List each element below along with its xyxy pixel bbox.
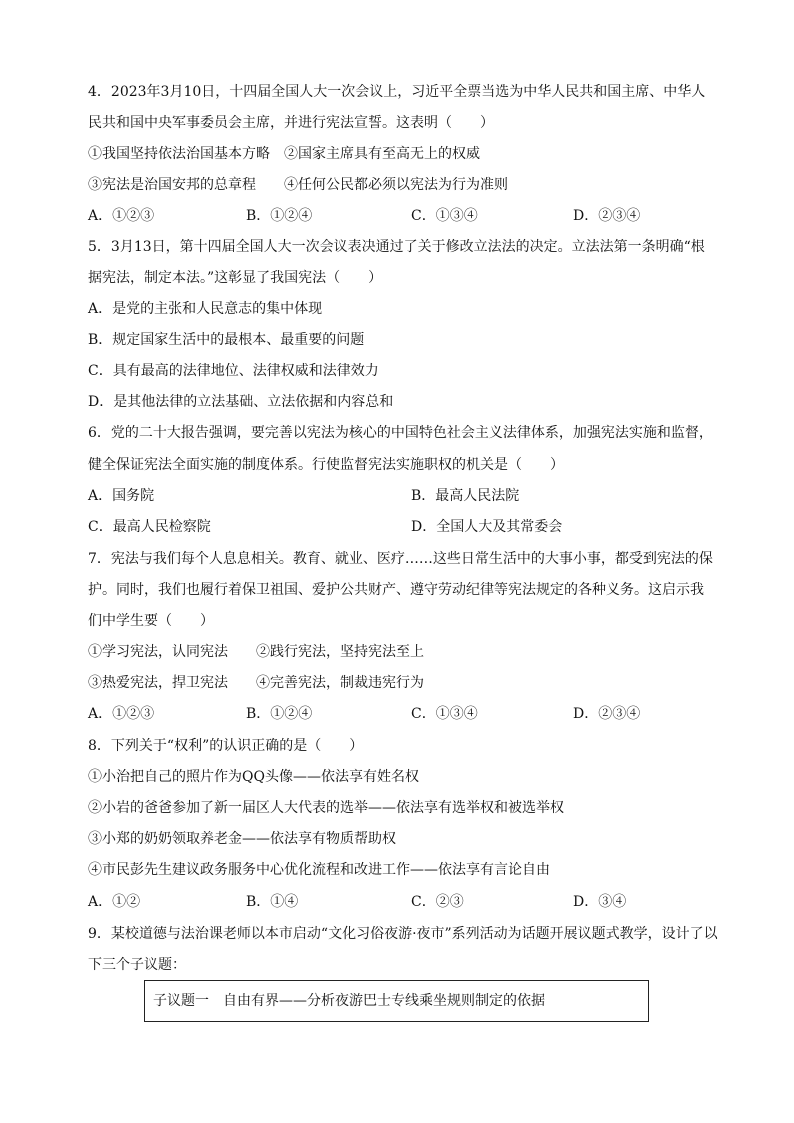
q6-stem-line1: 6．党的二十大报告强调，要完善以宪法为核心的中国特色社会主义法律体系，加强宪法实施和监督，: [88, 425, 713, 441]
q8-statement-4: ④市民彭先生建议政务服务中心优化流程和改进工作——依法享有言论自由: [88, 862, 550, 878]
q6-options-row2: [88, 517, 708, 537]
q8-statement-3: ③小郑的奶奶领取养老金——依法享有物质帮助权: [88, 831, 396, 847]
q5-stem-line2: 据宪法，制定本法。”这彰显了我国宪法（ ）: [88, 270, 383, 286]
q7-options: [88, 704, 708, 724]
q5-option-a[interactable]: A．是党的主张和人民意志的集中体现: [88, 301, 323, 317]
q4-option-c[interactable]: C．①③④: [411, 208, 478, 224]
q7-option-a[interactable]: A．①②③: [88, 706, 155, 722]
q6-option-b[interactable]: B．最高人民法院: [411, 488, 520, 504]
q9-stem-line2: 下三个子议题：: [88, 957, 186, 973]
q5-option-c[interactable]: C．具有最高的法律地位、法律权威和法律效力: [88, 363, 379, 379]
q7-stem-line3: 们中学生要（ ）: [88, 613, 214, 629]
q8-statement-2: ②小岩的爸爸参加了新一届区人大代表的选举——依法享有选举权和被选举权: [88, 800, 564, 816]
q8-option-a[interactable]: A．①②: [88, 894, 141, 910]
q6-option-a[interactable]: A．国务院: [88, 488, 155, 504]
q8-options: [88, 892, 708, 912]
q4-stem-line1: 4．2023年3月10日，十四届全国人大一次会议上，习近平全票当选为中华人民共和国主席、中华人: [88, 84, 706, 100]
q4-option-b[interactable]: B．①②④: [246, 208, 313, 224]
q9-stem-line1: 9．某校道德与法治课老师以本市启动“文化习俗夜游·夜市”系列活动为话题开展议题式教学，设计了以: [88, 926, 718, 942]
q6-option-d[interactable]: D．全国人大及其常委会: [411, 519, 563, 535]
q8-stem-line1: 8．下列关于“权利”的认识正确的是（ ）: [88, 738, 364, 754]
q9-subtopic-text: 子议题一 自由有界——分析夜游巴士专线乘坐规则制定的依据: [153, 993, 545, 1009]
q8-option-b[interactable]: B．①④: [246, 894, 299, 910]
q7-option-c[interactable]: C．①③④: [411, 706, 478, 722]
q4-option-d[interactable]: D．②③④: [573, 208, 641, 224]
q7-statements-line2: ③热爱宪法，捍卫宪法 ④完善宪法，制裁违宪行为: [88, 675, 424, 691]
q7-stem-line1: 7．宪法与我们每个人息息相关。教育、就业、医疗……这些日常生活中的大事小事，都受到宪法的保: [88, 551, 713, 567]
q4-stem-line2: 民共和国中央军事委员会主席，并进行宪法宣誓。这表明（ ）: [88, 115, 494, 131]
q7-option-b[interactable]: B．①②④: [246, 706, 313, 722]
q4-statements-line2: ③宪法是治国安邦的总章程 ④任何公民都必须以宪法为行为准则: [88, 177, 508, 193]
q9-subtopic-box: [144, 980, 649, 1022]
q4-option-a[interactable]: A．①②③: [88, 208, 155, 224]
q6-stem-line2: 健全保证宪法全面实施的制度体系。行使监督宪法实施职权的机关是（ ）: [88, 457, 564, 473]
q7-stem-line2: 护。同时，我们也履行着保卫祖国、爱护公共财产、遵守劳动纪律等宪法规定的各种义务。这启示我: [88, 582, 704, 598]
q5-option-b[interactable]: B．规定国家生活中的最根本、最重要的问题: [88, 332, 365, 348]
q8-statement-1: ①小治把自己的照片作为QQ头像——依法享有姓名权: [88, 769, 419, 785]
q8-option-c[interactable]: C．②③: [411, 894, 464, 910]
q8-option-d[interactable]: D．③④: [573, 894, 627, 910]
q6-options-row1: [88, 486, 708, 506]
q5-stem-line1: 5．3月13日，第十四届全国人大一次会议表决通过了关于修改立法法的决定。立法法第一条明确“根: [88, 239, 705, 255]
q4-options: [88, 206, 708, 226]
q7-statements-line1: ①学习宪法，认同宪法 ②践行宪法，坚持宪法至上: [88, 644, 424, 660]
q7-option-d[interactable]: D．②③④: [573, 706, 641, 722]
q6-option-c[interactable]: C．最高人民检察院: [88, 519, 211, 535]
q5-option-d[interactable]: D．是其他法律的立法基础、立法依据和内容总和: [88, 394, 394, 410]
q4-statements-line1: ①我国坚持依法治国基本方略 ②国家主席具有至高无上的权威: [88, 146, 480, 162]
